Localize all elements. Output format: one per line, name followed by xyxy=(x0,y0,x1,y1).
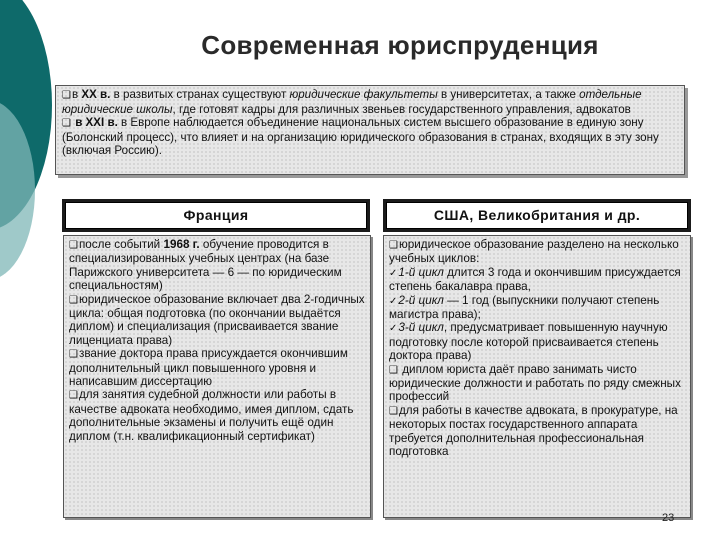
bullet-icon: ❑ xyxy=(69,294,78,306)
text-run: , где готовят кадры для различных звеньев государственного управления, адвокатов xyxy=(172,102,631,116)
intro-paragraph-2 xyxy=(62,116,678,158)
text-run: для работы в качестве адвоката, в прокуратуре, на некоторых постах государственного аппарата требуется дополнительная профессиональная подготовка xyxy=(389,403,678,459)
list-item xyxy=(389,404,685,459)
list-item xyxy=(69,293,365,348)
text-run: для занятия судебной должности или работы в качестве адвоката необходимо, имея диплом, сдать дополнительные экзамены и получить ещё один диплом (т.н. квалификационный сертификат) xyxy=(69,388,354,443)
text-run: 1968 г. xyxy=(163,238,200,251)
text-run: юридическое образование разделено на несколько учебных циклов: xyxy=(389,238,679,266)
text-run: в университетах, а также xyxy=(437,88,580,101)
list-item xyxy=(69,388,365,443)
bullet-icon: ❑ xyxy=(69,349,78,361)
bullet-icon: ❑ xyxy=(62,90,71,101)
bullet-icon: ❑ xyxy=(69,390,78,402)
text-run: звание доктора права присуждается окончившим дополнительный цикл повышенного уровня и написавшим диссертацию xyxy=(69,347,348,389)
text-run: отдельные юридические школы xyxy=(62,88,642,116)
list-item xyxy=(69,347,365,388)
page-number: 23 xyxy=(662,512,675,524)
text-run: 3-й цикл xyxy=(398,321,444,335)
text-run: диплом юриста даёт право занимать чисто юридические должности и работать по ряду смежных профессий xyxy=(389,362,681,404)
text-run: юридические факультеты xyxy=(289,88,438,101)
list-item xyxy=(389,266,685,294)
list-item xyxy=(69,238,365,293)
text-run: XX в. xyxy=(81,88,111,101)
intro-paragraph-1 xyxy=(62,88,678,116)
list-item xyxy=(389,294,685,322)
text-run: юридическое образование включает два 2-годичных цикла: общая подготовка (по окончании выдаётся диплом) и специализация (присваивается звание лиценциата права) xyxy=(69,292,365,347)
text-run: — 1 год (выпускники получают степень магистра права); xyxy=(389,293,660,322)
text-run: , предусматривает повышенную научную подготовку после которой присваивается степень доктора права) xyxy=(389,321,668,363)
text-run: 1-й цикл xyxy=(398,265,444,279)
list-item xyxy=(389,321,685,362)
intro-box xyxy=(55,85,685,175)
column-header-usa-uk: США, Великобритания и др. xyxy=(386,202,688,229)
column-usa-uk xyxy=(383,235,691,518)
list-item xyxy=(389,238,685,266)
text-run: в Европе наблюдается объединение национальных систем высшего образование в единую зону (Болонский процесс), что влияет и на организацию юридического образования в странах, входящих в эту зону (включая Россию). xyxy=(62,116,659,158)
bullet-icon: ❑ xyxy=(62,118,71,130)
text-run: обучение проводится в специализированных учебных центрах (на базе Парижского университета — 6 — по юридическим специальностям) xyxy=(69,238,342,293)
text-run: в xyxy=(71,88,82,101)
bullet-icon: ❑ xyxy=(389,405,398,417)
bullet-icon: ✓ xyxy=(389,295,398,307)
bullet-icon: ✓ xyxy=(389,323,398,335)
text-run: длится 3 года и окончившим присуждается степень бакалавра права, xyxy=(389,265,681,294)
text-run: после событий xyxy=(78,238,164,251)
list-item xyxy=(389,363,685,404)
column-header-france: Франция xyxy=(65,202,367,229)
slide-title: Современная юриспруденция xyxy=(201,30,599,60)
bullet-icon: ❑ xyxy=(389,364,398,376)
text-run: в XXI в. xyxy=(71,116,118,130)
column-france xyxy=(63,235,371,518)
text-run: в развитых странах существуют xyxy=(110,88,290,101)
text-run: 2-й цикл xyxy=(398,293,444,307)
bullet-icon: ❑ xyxy=(69,240,78,251)
bullet-icon: ❑ xyxy=(389,240,398,251)
bullet-icon: ✓ xyxy=(389,267,398,279)
